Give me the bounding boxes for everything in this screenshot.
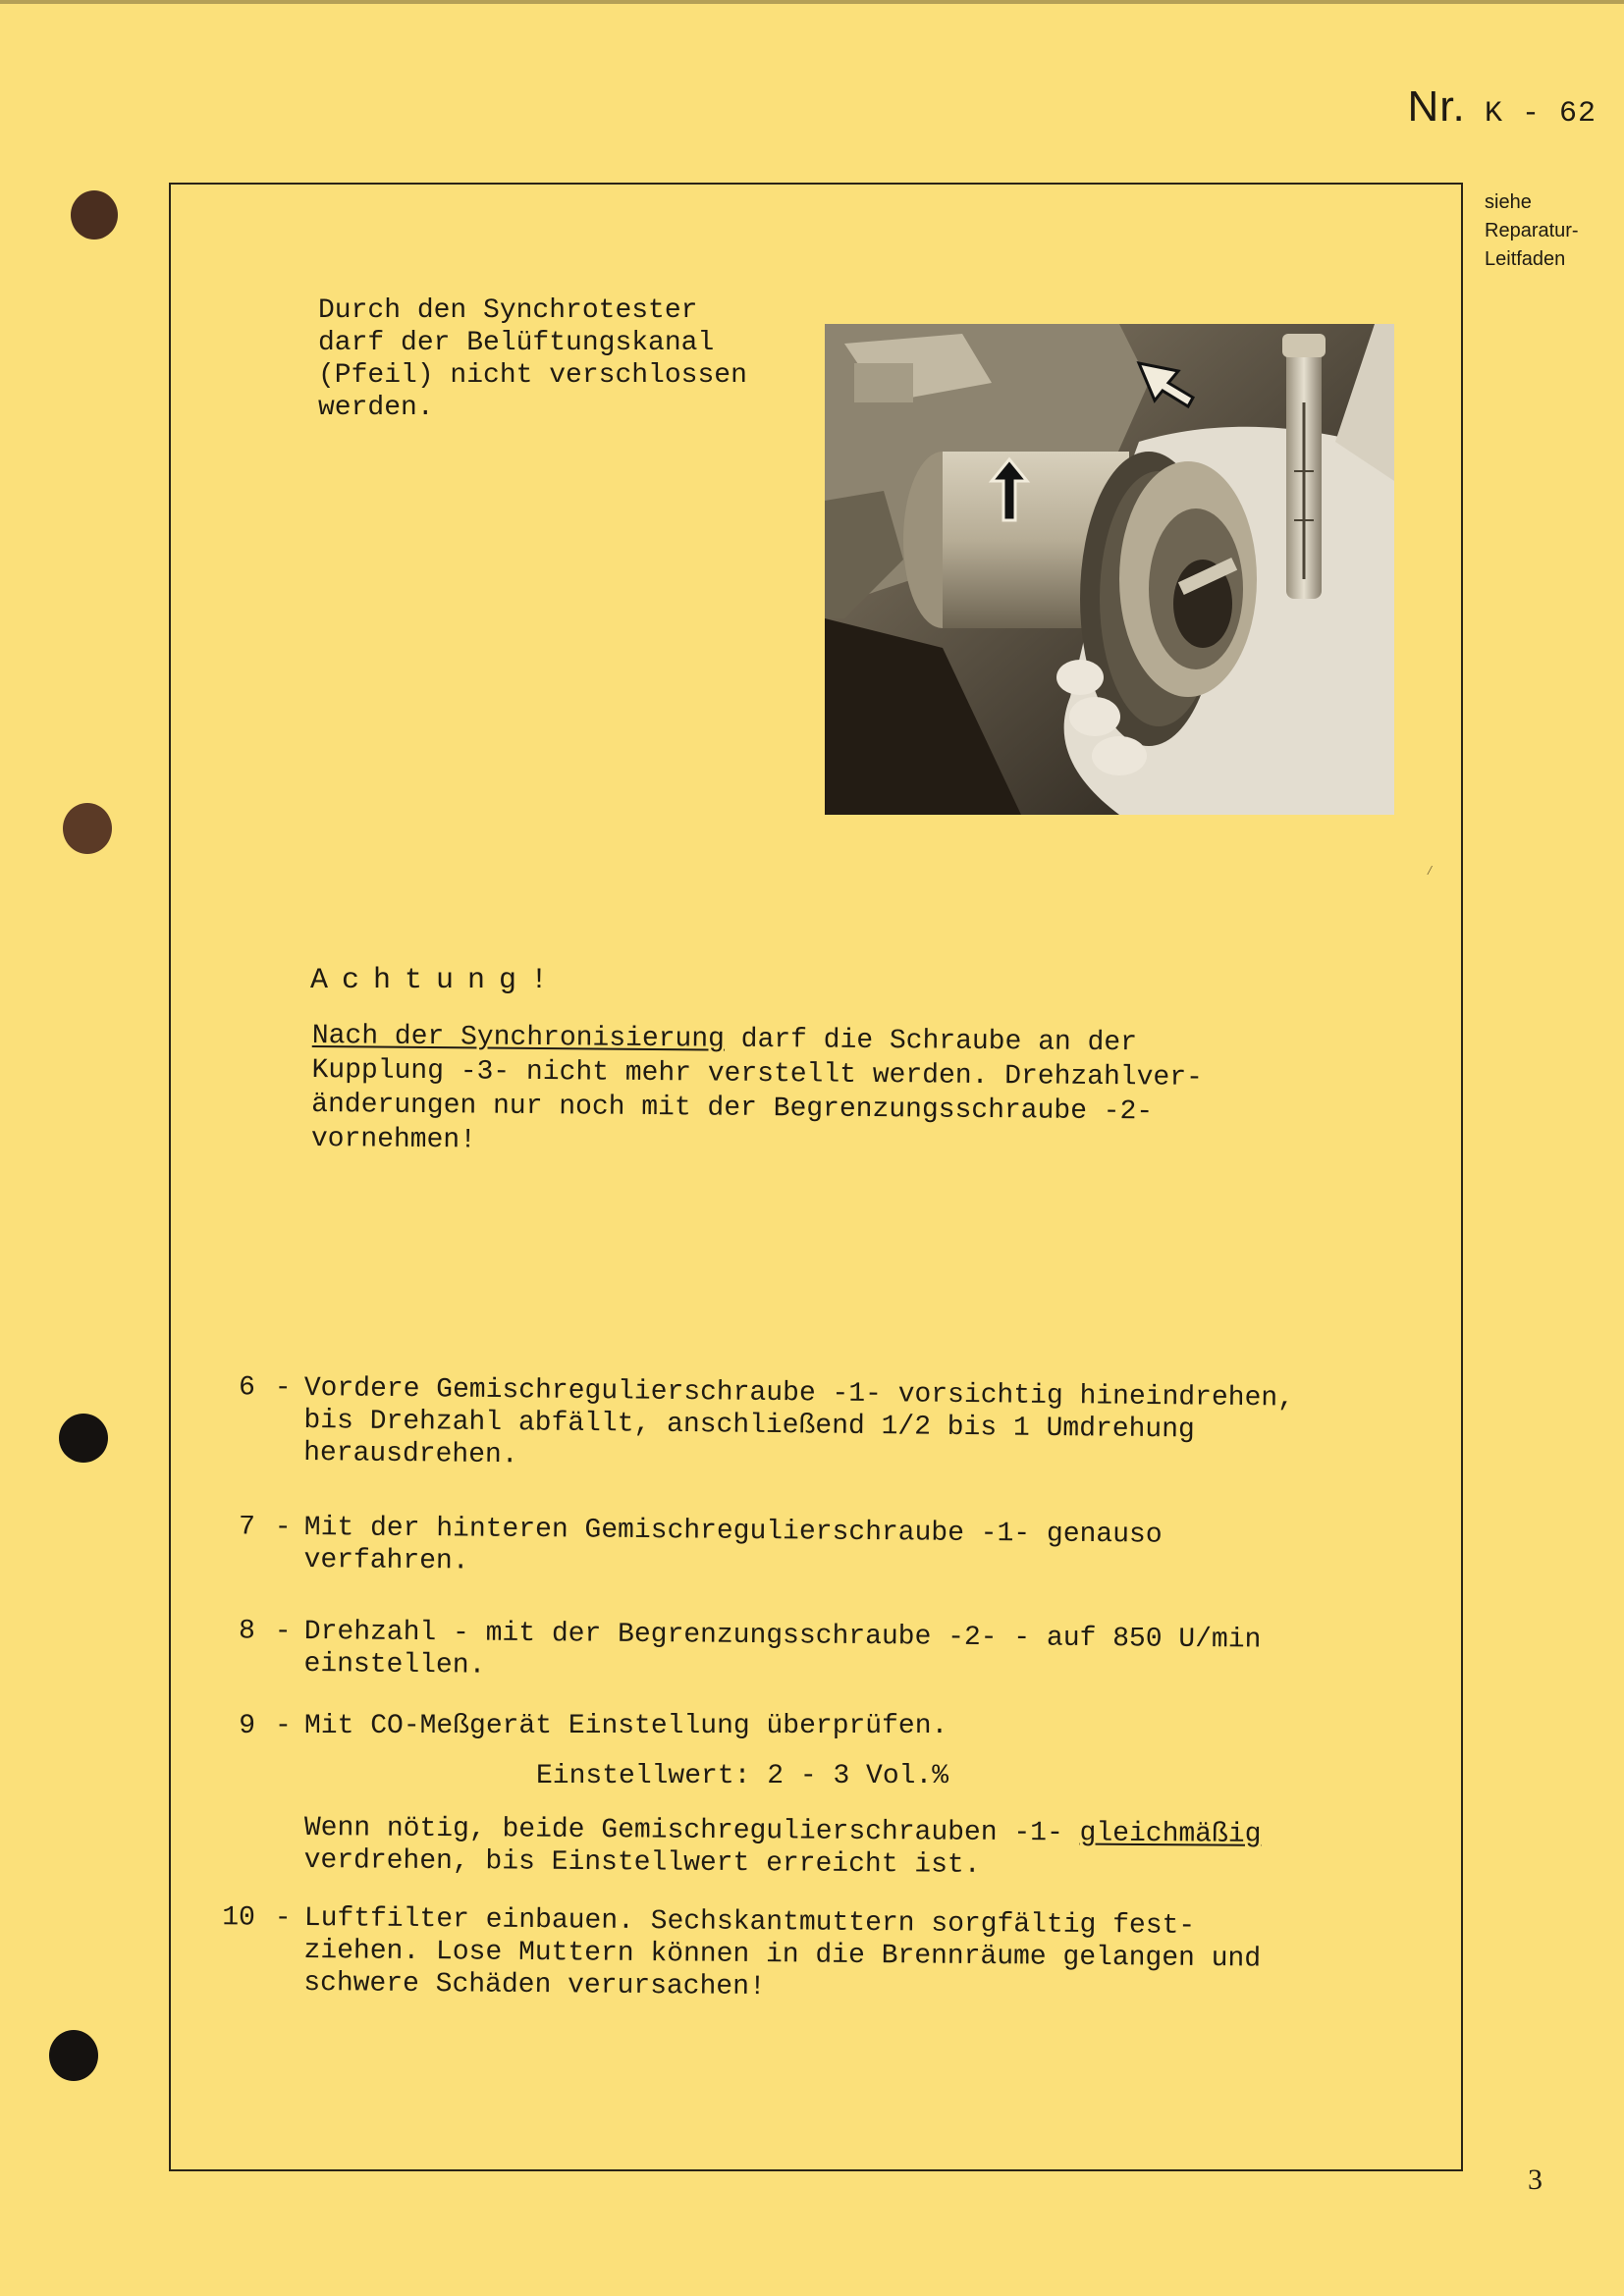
step-line: ziehen. Lose Muttern können in die Brennräume gelangen und	[303, 1935, 1262, 1975]
step-number: 8	[238, 1616, 255, 1647]
attention-underlined-lead: Nach der Synchronisierung	[311, 1020, 726, 1055]
attention-title: Achtung!	[310, 964, 563, 997]
stray-mark: ⁄	[1426, 864, 1435, 880]
side-note-line: siehe	[1485, 191, 1532, 213]
step9-note-line: verdrehen, bis Einstellwert erreicht ist.	[303, 1844, 981, 1881]
step9-note	[304, 1812, 1262, 1884]
step-dash: -	[274, 1902, 292, 1934]
attention-line: Kupplung -3- nicht mehr verstellt werden. Drehzahlver-	[311, 1054, 1204, 1094]
step-number: 9	[239, 1711, 255, 1741]
step-dash: -	[274, 1372, 292, 1404]
attention-text	[311, 1019, 1304, 1165]
step-number: 7	[238, 1512, 255, 1543]
side-note-line: Leitfaden	[1485, 248, 1566, 270]
caption-line: (Pfeil) nicht verschlossen	[318, 360, 747, 391]
step-line: Mit CO-Meßgerät Einstellung überprüfen.	[304, 1711, 948, 1741]
step-item	[238, 1372, 1295, 1480]
caption-line: darf der Belüftungskanal	[318, 328, 715, 358]
attention-line: änderungen nur noch mit der Begrenzungsschraube -2-	[311, 1089, 1154, 1128]
document-number-code: K - 62	[1484, 97, 1597, 131]
step-line: Mit der hinteren Gemischregulierschraube -1- genauso	[303, 1513, 1163, 1551]
step-line: schwere Schäden verursachen!	[303, 1967, 766, 2003]
step-line: einstellen.	[303, 1648, 486, 1682]
attention-line1-rest: darf die Schraube an der	[724, 1024, 1138, 1059]
step-line: Vordere Gemischregulierschraube -1- vorsichtig hineindrehen,	[303, 1373, 1295, 1415]
step-line: herausdrehen.	[302, 1437, 518, 1471]
punch-hole	[71, 190, 118, 240]
punch-hole	[59, 1414, 108, 1463]
caption-line: werden.	[318, 393, 434, 423]
attention-line: vornehmen!	[310, 1123, 477, 1156]
synchrotester-photo	[825, 324, 1394, 815]
side-note-reference	[1485, 188, 1622, 274]
document-number-label: Nr.	[1407, 82, 1466, 131]
page-number: 3	[1528, 2163, 1543, 2196]
step-item	[238, 1512, 1163, 1584]
step-dash: -	[274, 1512, 292, 1543]
punch-hole	[49, 2030, 98, 2081]
step-number: 10	[222, 1902, 255, 1934]
step-dash: -	[275, 1711, 292, 1741]
caption-line: Durch den Synchrotester	[318, 295, 698, 326]
step-line: Luftfilter einbauen. Sechskantmuttern sorgfältig fest-	[303, 1903, 1196, 1942]
side-note-line: Reparatur-	[1485, 220, 1579, 241]
step-item	[238, 1616, 1262, 1689]
step9-note-underlined: gleichmäßig	[1079, 1818, 1262, 1850]
punch-hole	[63, 803, 112, 854]
photo-caption	[318, 294, 747, 424]
step-item	[222, 1902, 1262, 2008]
page-top-edge	[0, 0, 1624, 4]
step-dash: -	[274, 1616, 292, 1647]
step-item	[239, 1710, 948, 1742]
step-line: bis Drehzahl abfällt, anschließend 1/2 bis 1 Umdrehung	[303, 1405, 1195, 1446]
step-number: 6	[238, 1372, 255, 1404]
step-line: verfahren.	[303, 1544, 469, 1577]
step-line: Drehzahl - mit der Begrenzungsschraube -2- - auf 850 U/min	[303, 1617, 1262, 1656]
document-number	[1408, 82, 1597, 132]
step9-note-line1-start: Wenn nötig, beide Gemischregulierschrauben -1-	[303, 1813, 1080, 1849]
set-value: Einstellwert: 2 - 3 Vol.%	[536, 1761, 949, 1791]
